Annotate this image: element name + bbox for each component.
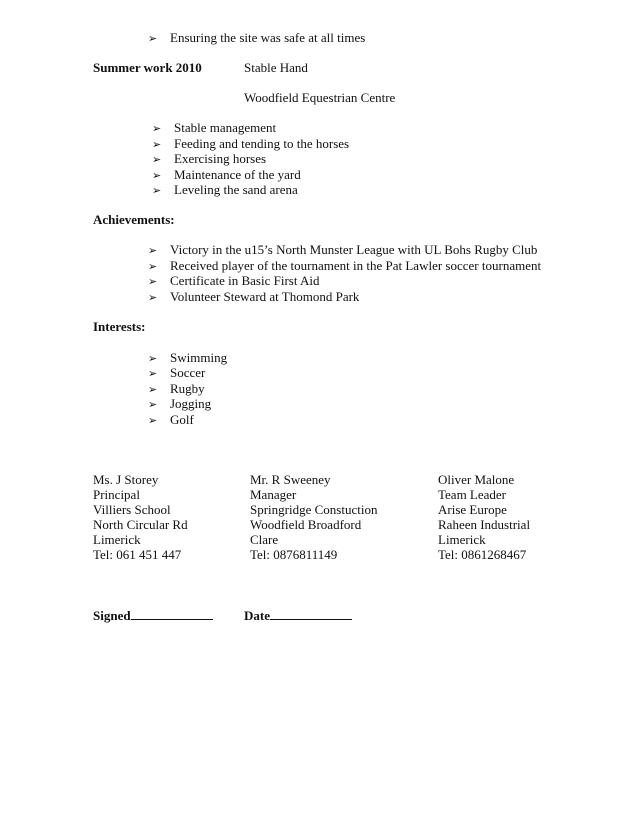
- referee-1: [93, 472, 188, 562]
- referee-name: Ms. J Storey: [93, 472, 159, 487]
- list-item: [148, 273, 319, 290]
- arrow-bullet-icon: ➢: [152, 138, 162, 151]
- list-item: [152, 182, 298, 199]
- duty-text: Exercising horses: [174, 151, 267, 166]
- referee-title: Principal: [93, 487, 140, 502]
- referee-name: Oliver Malone: [438, 472, 515, 487]
- interest-text: Jogging: [170, 396, 212, 411]
- summer-work-role: Stable Hand: [244, 60, 308, 75]
- arrow-bullet-icon: ➢: [148, 291, 158, 304]
- list-item: [148, 30, 365, 47]
- arrow-bullet-icon: ➢: [148, 275, 158, 288]
- signed-label: Signed: [93, 608, 131, 623]
- list-item: [148, 365, 205, 382]
- referee-name: Mr. R Sweeney: [250, 472, 331, 487]
- referee-tel: Tel: 0861268467: [438, 547, 527, 562]
- duty-text: Stable management: [174, 120, 277, 135]
- referee-org: Villiers School: [93, 502, 171, 517]
- arrow-bullet-icon: ➢: [148, 367, 158, 380]
- list-item: [148, 289, 359, 306]
- interest-text: Golf: [170, 412, 194, 427]
- interest-text: Soccer: [170, 365, 206, 380]
- referee-2: [250, 472, 377, 562]
- arrow-bullet-icon: ➢: [148, 32, 158, 45]
- summer-work-period: Summer work 2010: [93, 60, 202, 75]
- achievement-text: Certificate in Basic First Aid: [170, 273, 320, 288]
- list-item: [152, 120, 276, 137]
- interest-text: Rugby: [170, 381, 205, 396]
- arrow-bullet-icon: ➢: [148, 398, 158, 411]
- achievement-text: Volunteer Steward at Thomond Park: [170, 289, 360, 304]
- interests-heading: Interests:: [93, 319, 146, 334]
- interest-text: Swimming: [170, 350, 228, 365]
- referee-address: Woodfield Broadford: [250, 517, 362, 532]
- arrow-bullet-icon: ➢: [152, 153, 162, 166]
- list-item: [148, 396, 211, 413]
- duty-text: Maintenance of the yard: [174, 167, 301, 182]
- bullet-text: Ensuring the site was safe at all times: [170, 30, 366, 45]
- arrow-bullet-icon: ➢: [148, 260, 158, 273]
- date-line: [270, 607, 352, 620]
- referee-3: [438, 472, 530, 562]
- referee-tel: Tel: 0876811149: [250, 547, 338, 562]
- list-item: [148, 412, 194, 429]
- achievement-text: Received player of the tournament in the Pat Lawler soccer tournament: [170, 258, 542, 273]
- referee-town: Clare: [250, 532, 279, 547]
- referee-org: Springridge Constuction: [250, 502, 378, 517]
- arrow-bullet-icon: ➢: [148, 383, 158, 396]
- signature-line: [131, 607, 213, 620]
- referee-town: Limerick: [93, 532, 141, 547]
- arrow-bullet-icon: ➢: [148, 414, 158, 427]
- referee-title: Manager: [250, 487, 297, 502]
- duty-text: Feeding and tending to the horses: [174, 136, 350, 151]
- date-label: Date: [244, 608, 270, 623]
- referee-town: Limerick: [438, 532, 486, 547]
- achievements-heading: Achievements:: [93, 212, 175, 227]
- achievement-text: Victory in the u15’s North Munster League with UL Bohs Rugby Club: [170, 242, 538, 257]
- summer-work-employer: Woodfield Equestrian Centre: [244, 90, 396, 105]
- referee-tel: Tel: 061 451 447: [93, 547, 182, 562]
- referee-address: North Circular Rd: [93, 517, 188, 532]
- arrow-bullet-icon: ➢: [148, 244, 158, 257]
- date-field: [244, 607, 352, 624]
- arrow-bullet-icon: ➢: [152, 184, 162, 197]
- referee-title: Team Leader: [438, 487, 507, 502]
- signed-field: [93, 607, 213, 624]
- arrow-bullet-icon: ➢: [152, 122, 162, 135]
- duty-text: Leveling the sand arena: [174, 182, 298, 197]
- arrow-bullet-icon: ➢: [152, 169, 162, 182]
- list-item: [148, 242, 537, 259]
- referee-address: Raheen Industrial: [438, 517, 531, 532]
- referee-org: Arise Europe: [438, 502, 507, 517]
- arrow-bullet-icon: ➢: [148, 352, 158, 365]
- list-item: [152, 151, 266, 168]
